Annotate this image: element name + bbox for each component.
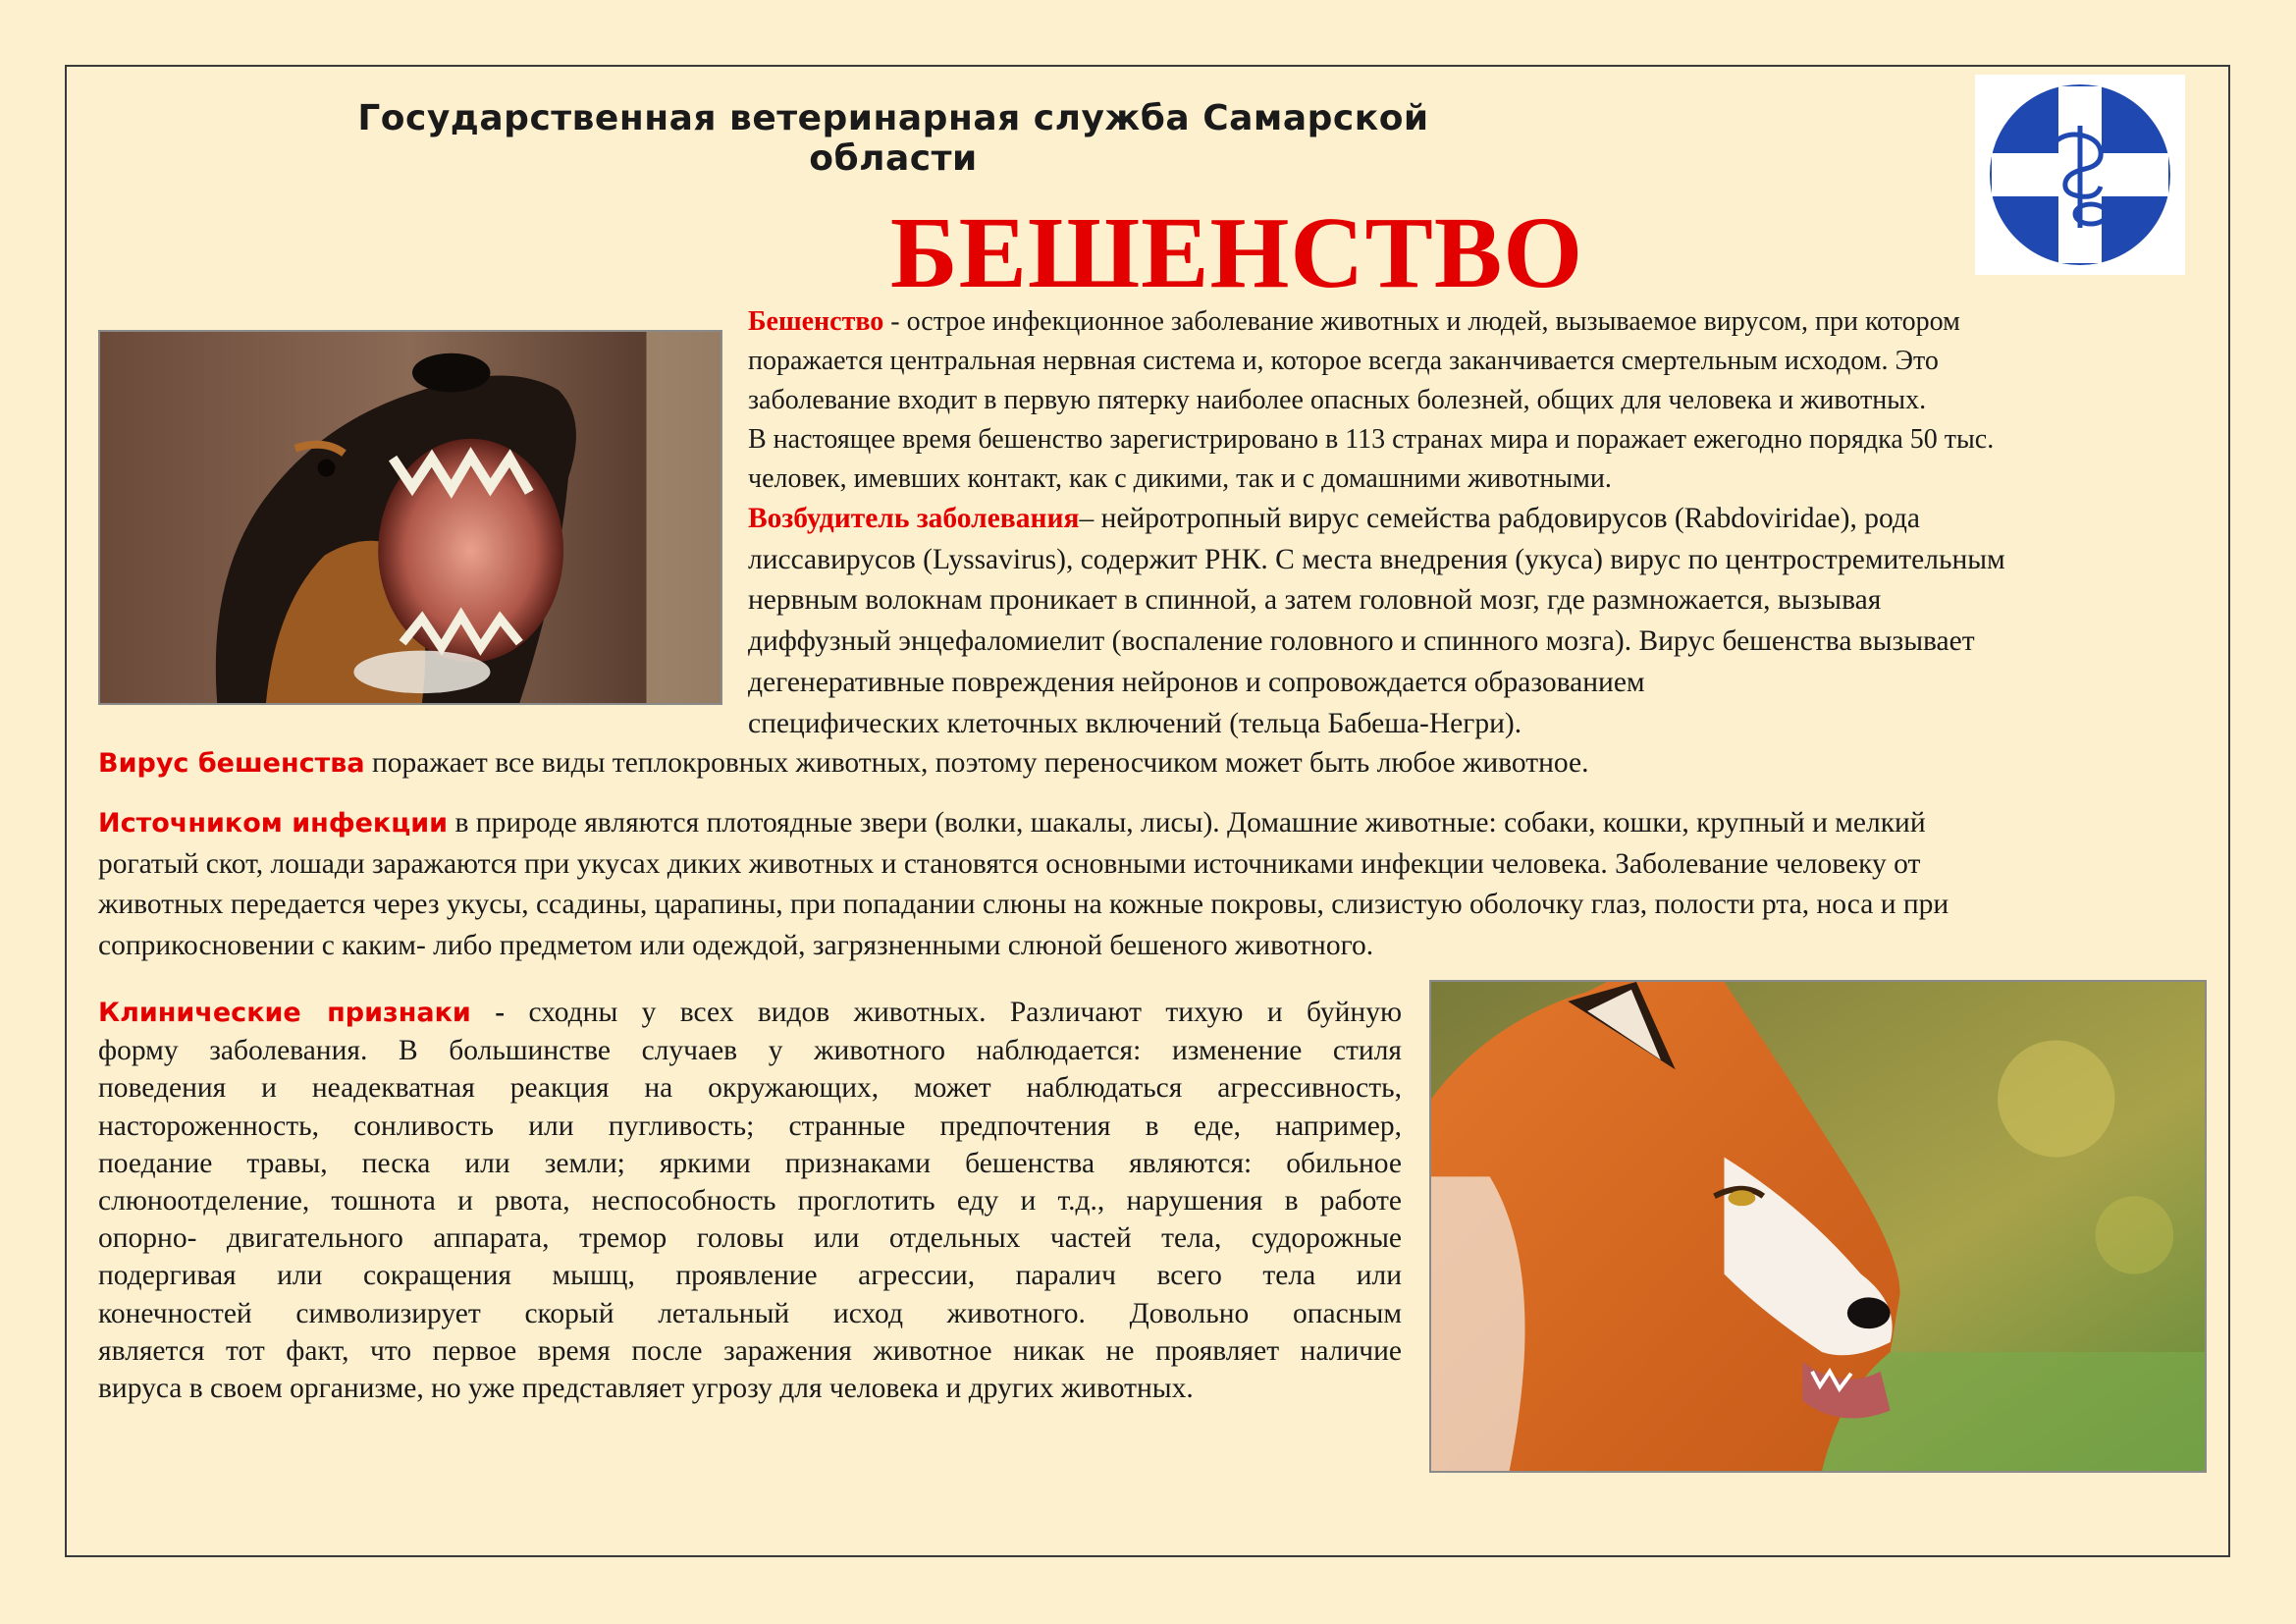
page-title: БЕШЕНСТВО <box>889 196 1584 309</box>
virus-paragraph: Вирус бешенства поражает все виды теплокровных животных, поэтому переносчиком может быть любое животное. <box>98 747 1589 779</box>
pathogen-term: Возбудитель заболевания <box>748 503 1080 534</box>
definition-term: Бешенство <box>748 306 884 337</box>
definition-paragraph: Бешенство - острое инфекционное заболевание животных и людей, вызываемое вирусом, при котором поражается центральная нервная система и, которое всегда заканчивается смертельным исходом. Это заболевание входит в первую пятерку наиболее опасных болезней, общих для человека и животных. В настоящее время бешенство зарегистрировано в 113 странах мира и поражает ежегодно порядка 50 тыс. человек, имевших контакт, как с дикими, так и с домашними животными. <box>748 306 1995 494</box>
veterinary-logo <box>1975 75 2185 275</box>
fox-image <box>1431 982 2205 1471</box>
dog-image <box>100 332 721 703</box>
rabid-dog-photo <box>98 330 722 705</box>
rabid-fox-photo <box>1429 980 2207 1473</box>
source-term: Источником инфекции <box>98 808 449 839</box>
infection-source-paragraph: Источником инфекции в природе являются плотоядные звери (волки, шакалы, лисы). Домашние животные: собаки, кошки, крупный и мелкий рогатый скот, лошади заражаются при укусах диких животных и становятся основными источниками инфекции человека. Заболевание человеку от животных передается через укусы, ссадины, царапины, при попадании слюны на кожные покровы, слизистую оболочку глаз, полости рта, носа и при соприкосновении с каким- либо предметом или одеждой, загрязненными слюной бешеного животного. <box>98 807 1949 961</box>
clinical-signs-paragraph: Клинические признаки - сходны у всех видов животных. Различают тихую и буйную форму заболевания. В большинстве случаев у животного наблюдается: изменение стиля поведения и неадекватная реакция на окружающих, может наблюдаться агрессивность, настороженность, сонливость или пугливость; странные предпочтения в еде, например, поедание травы, песка или земли; яркими признаками бешенства являются: обильное слюноотделение, тошнота и рвота, неспособность проглотить еду и т.д., нарушения в работе опорно- двигательного аппарата, тремор головы или отдельных частей тела, судорожные подергивая или сокращения мышц, проявление агрессии, паралич всего тела или конечностей символизирует скорый летальный исход животного. Довольно опасным является тот факт, что первое время после заражения животное никак не проявляет наличие вируса в своем организме, но уже представляет угрозу для человека и других животных. <box>98 997 1402 1405</box>
pathogen-paragraph: Возбудитель заболевания– нейротропный вирус семейства рабдовирусов (Rabdoviridae), рода лиссавирусов (Lyssavirus), содержит РНК. С места внедрения (укуса) вирус по центростремительным нервным волокнам проникает в спинной, а затем головной мозг, где размножается, вызывая диффузный энцефаломиелит (воспаление головного и спинного мозга). Вирус бешенства вызывает дегенеративные повреждения нейронов и сопровождается образованием специфических клеточных включений (тельца Бабеша-Негри). <box>748 503 2005 739</box>
clinical-term: Клинические признаки <box>98 998 471 1028</box>
virus-term: Вирус бешенства <box>98 748 365 779</box>
organization-title: Государственная ветеринарная служба Самарской области <box>357 98 1429 179</box>
caduceus-cross-icon <box>1975 75 2185 275</box>
